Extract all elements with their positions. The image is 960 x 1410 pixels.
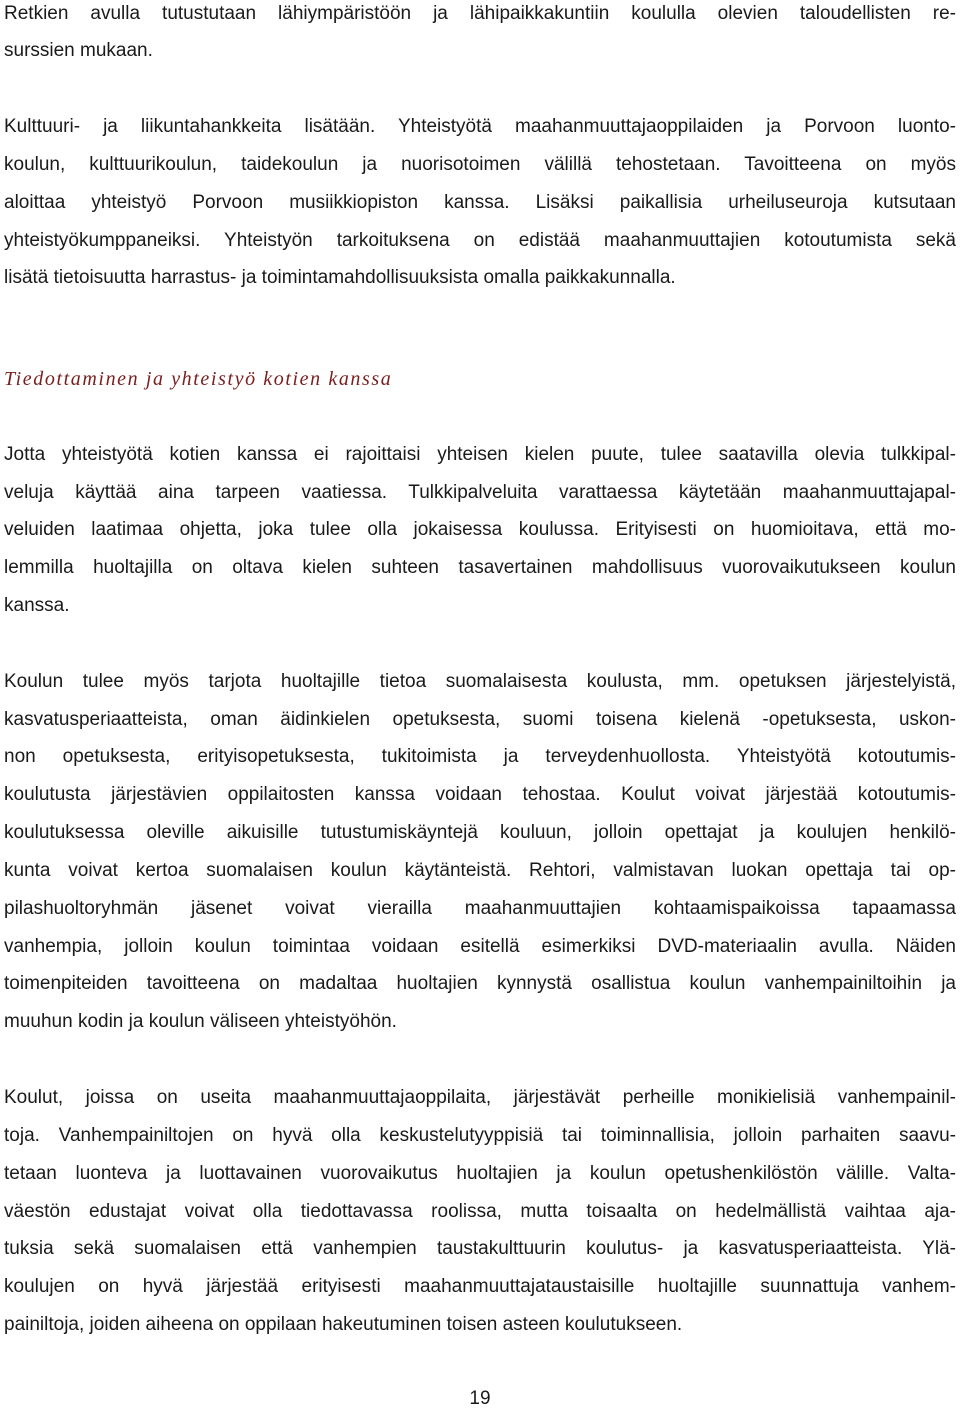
paragraph-line: kunta voivat kertoa suomalaisen koulun käytänteistä. Rehtori, valmistavan luokan opettaja tai op- [4, 860, 956, 881]
page-number: 19 [469, 1388, 491, 1409]
paragraph-line: kasvatusperiaatteista, oman äidinkielen opetuksesta, suomi toisena kielenä -opetuksesta, uskon- [4, 709, 956, 730]
paragraph-line: koulun, kulttuurikoulun, taidekoulun ja nuorisotoimen välillä tehostetaan. Tavoitteena on myös [4, 154, 956, 175]
paragraph-line: veluiden laatimaa ohjetta, joka tulee olla jokaisessa koulussa. Erityisesti on huomioitava, että mo- [4, 519, 956, 540]
paragraph-line: Retkien avulla tutustutaan lähiympäristöön ja lähipaikkakuntiin koululla olevien taloudellisten re- [4, 3, 956, 24]
section-heading: Tiedottaminen ja yhteistyö kotien kanssa [4, 368, 393, 390]
paragraph-line: surssien mukaan. [4, 40, 153, 61]
paragraph-line: tetaan luonteva ja luottavainen vuorovaikutus huoltajien ja koulun opetushenkilöstön välille. Valta- [4, 1163, 956, 1184]
paragraph-line: koulutusta järjestävien oppilaitosten kanssa voidaan tehostaa. Koulut voivat järjestää kotoutumis- [4, 784, 956, 805]
paragraph-line: veluja käyttää aina tarpeen vaatiessa. Tulkkipalveluita varattaessa käytetään maahanmuuttajapal- [4, 482, 956, 503]
paragraph-line: väestön edustajat voivat olla tiedottavassa roolissa, mutta toisaalta on hedelmällistä vaihtaa aja- [4, 1201, 956, 1222]
paragraph-line: toimenpiteiden tavoitteena on madaltaa huoltajien kynnystä osallistua koulun vanhempainiltoihin ja [4, 973, 956, 994]
paragraph-line: Kulttuuri- ja liikuntahankkeita lisätään. Yhteistyötä maahanmuuttajaoppilaiden ja Porvoon luonto- [4, 116, 956, 137]
paragraph-line: koulujen on hyvä järjestää erityisesti maahanmuuttajataustaisille huoltajille suunnattuja vanhem- [4, 1276, 956, 1297]
paragraph-line: Koulut, joissa on useita maahanmuuttajaoppilaita, järjestävät perheille monikielisiä vanhempainil- [4, 1087, 956, 1108]
paragraph-line: toja. Vanhempainiltojen on hyvä olla keskustelutyyppisiä tai toiminnallisia, jolloin parhaiten saavu- [4, 1125, 956, 1146]
paragraph-line: vanhempia, jolloin koulun toimintaa voidaan esitellä esimerkiksi DVD-materiaalin avulla. Näiden [4, 936, 956, 957]
paragraph-line: lemmilla huoltajilla on oltava kielen suhteen tasavertainen mahdollisuus vuorovaikutukseen koulun [4, 557, 956, 578]
paragraph-line: Koulun tulee myös tarjota huoltajille tietoa suomalaisesta koulusta, mm. opetuksen järjestelyistä, [4, 671, 956, 692]
paragraph-line: pilashuoltoryhmän jäsenet voivat vierailla maahanmuuttajien kohtaamispaikoissa tapaamassa [4, 898, 956, 919]
paragraph-line: muuhun kodin ja koulun väliseen yhteistyöhön. [4, 1011, 397, 1032]
paragraph-line: non opetuksesta, erityisopetuksesta, tukitoimista ja terveydenhuollosta. Yhteistyötä kotoutumis- [4, 746, 956, 767]
paragraph-line: yhteistyökumppaneiksi. Yhteistyön tarkoituksena on edistää maahanmuuttajien kotoutumista sekä [4, 230, 956, 251]
paragraph-line: painiltoja, joiden aiheena on oppilaan hakeutuminen toisen asteen koulutukseen. [4, 1314, 683, 1335]
paragraph-line: kanssa. [4, 595, 70, 616]
paragraph-line: koulutuksessa oleville aikuisille tutustumiskäyntejä kouluun, jolloin opettajat ja koulujen henkilö- [4, 822, 956, 843]
paragraph-line: tuksia sekä suomalaisen että vanhempien taustakulttuurin koulutus- ja kasvatusperiaatteista. Ylä- [4, 1238, 956, 1259]
paragraph-line: lisätä tietoisuutta harrastus- ja toimintamahdollisuuksista omalla paikkakunnalla. [4, 267, 676, 288]
paragraph-line: Jotta yhteistyötä kotien kanssa ei rajoittaisi yhteisen kielen puute, tulee saatavilla olevia tulkkipal- [4, 444, 956, 465]
paragraph-line: aloittaa yhteistyö Porvoon musiikkiopiston kanssa. Lisäksi paikallisia urheiluseuroja kutsutaan [4, 192, 956, 213]
